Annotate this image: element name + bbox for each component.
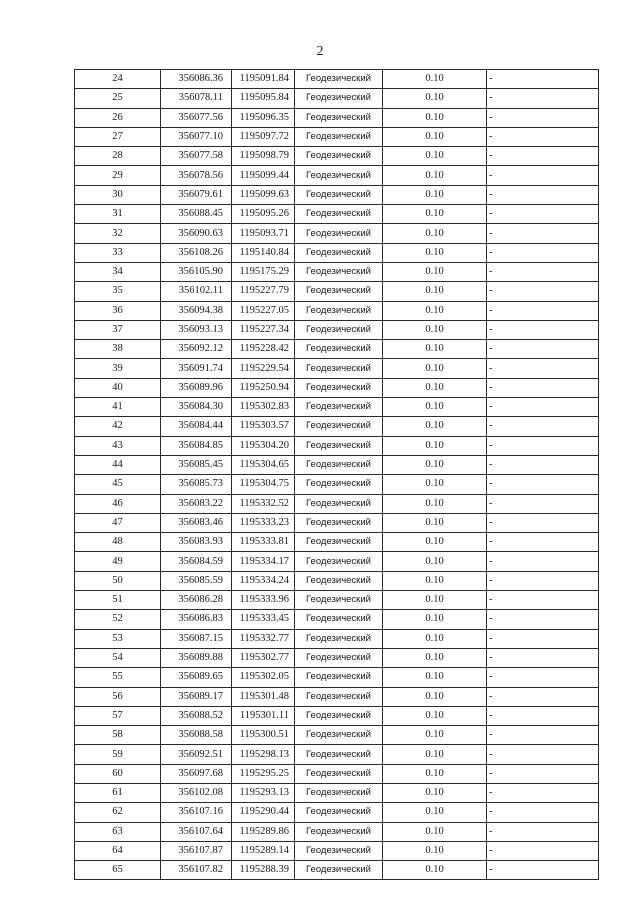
coordinate-x-cell: 356102.08 [161,783,232,802]
coordinate-y-cell: 1195290.44 [232,803,295,822]
table-row [75,147,599,166]
coordinate-y-cell: 1195333.96 [232,591,295,610]
method-cell: Геодезический [295,243,383,262]
coordinate-x-cell: 356083.22 [161,494,232,513]
point-description-cell: - [487,378,599,397]
point-description-cell: - [487,243,599,262]
method-cell: Геодезический [295,552,383,571]
method-cell: Геодезический [295,687,383,706]
accuracy-cell: 0.10 [383,455,487,474]
coordinate-y-cell: 1195098.79 [232,147,295,166]
point-description-cell: - [487,668,599,687]
method-cell: Геодезический [295,340,383,359]
coordinate-x-cell: 356089.88 [161,648,232,667]
coordinate-y-cell: 1195095.84 [232,89,295,108]
point-description-cell: - [487,398,599,417]
method-cell: Геодезический [295,398,383,417]
accuracy-cell: 0.10 [383,861,487,880]
table-row [75,552,599,571]
table-row [75,841,599,860]
point-description-cell: - [487,706,599,725]
method-cell: Геодезический [295,494,383,513]
point-description-cell: - [487,861,599,880]
coordinate-y-cell: 1195333.81 [232,533,295,552]
coordinate-x-cell: 356097.68 [161,764,232,783]
coordinate-y-cell: 1195288.39 [232,861,295,880]
point-description-cell: - [487,841,599,860]
method-cell: Геодезический [295,764,383,783]
point-description-cell: - [487,417,599,436]
table-row [75,378,599,397]
coordinates-table [74,69,599,880]
coordinate-x-cell: 356077.10 [161,127,232,146]
table-row [75,648,599,667]
point-number-cell: 50 [75,571,161,590]
point-number-cell: 27 [75,127,161,146]
method-cell: Геодезический [295,436,383,455]
coordinate-y-cell: 1195298.13 [232,745,295,764]
table-row [75,513,599,532]
point-description-cell: - [487,745,599,764]
point-description-cell: - [487,185,599,204]
point-description-cell: - [487,301,599,320]
table-row [75,340,599,359]
coordinate-y-cell: 1195304.65 [232,455,295,474]
method-cell: Геодезический [295,803,383,822]
point-number-cell: 34 [75,262,161,281]
coordinate-y-cell: 1195097.72 [232,127,295,146]
method-cell: Геодезический [295,185,383,204]
accuracy-cell: 0.10 [383,764,487,783]
accuracy-cell: 0.10 [383,533,487,552]
coordinate-y-cell: 1195332.52 [232,494,295,513]
point-number-cell: 33 [75,243,161,262]
method-cell: Геодезический [295,262,383,281]
point-description-cell: - [487,282,599,301]
method-cell: Геодезический [295,475,383,494]
point-number-cell: 48 [75,533,161,552]
table-row [75,591,599,610]
table-row [75,359,599,378]
coordinate-x-cell: 356077.56 [161,108,232,127]
point-description-cell: - [487,629,599,648]
method-cell: Геодезический [295,166,383,185]
coordinate-y-cell: 1195140.84 [232,243,295,262]
point-description-cell: - [487,455,599,474]
point-number-cell: 52 [75,610,161,629]
point-number-cell: 30 [75,185,161,204]
point-number-cell: 43 [75,436,161,455]
coordinate-x-cell: 356083.46 [161,513,232,532]
method-cell: Геодезический [295,359,383,378]
coordinate-x-cell: 356084.59 [161,552,232,571]
point-number-cell: 57 [75,706,161,725]
coordinate-x-cell: 356107.16 [161,803,232,822]
coordinate-y-cell: 1195293.13 [232,783,295,802]
point-description-cell: - [487,552,599,571]
method-cell: Геодезический [295,861,383,880]
coordinate-x-cell: 356088.52 [161,706,232,725]
page-number: 2 [316,44,324,59]
coordinate-y-cell: 1195302.83 [232,398,295,417]
method-cell: Геодезический [295,591,383,610]
point-number-cell: 65 [75,861,161,880]
table-row [75,475,599,494]
accuracy-cell: 0.10 [383,571,487,590]
point-number-cell: 24 [75,70,161,89]
method-cell: Геодезический [295,706,383,725]
point-number-cell: 39 [75,359,161,378]
accuracy-cell: 0.10 [383,166,487,185]
table-row [75,668,599,687]
table-row [75,764,599,783]
accuracy-cell: 0.10 [383,629,487,648]
accuracy-cell: 0.10 [383,185,487,204]
accuracy-cell: 0.10 [383,552,487,571]
coordinate-x-cell: 356089.17 [161,687,232,706]
method-cell: Геодезический [295,224,383,243]
accuracy-cell: 0.10 [383,706,487,725]
point-number-cell: 26 [75,108,161,127]
coordinate-y-cell: 1195333.45 [232,610,295,629]
coordinate-x-cell: 356083.93 [161,533,232,552]
point-description-cell: - [487,205,599,224]
accuracy-cell: 0.10 [383,147,487,166]
point-description-cell: - [487,147,599,166]
method-cell: Геодезический [295,822,383,841]
method-cell: Геодезический [295,610,383,629]
table-row [75,320,599,339]
coordinate-x-cell: 356090.63 [161,224,232,243]
table-row [75,436,599,455]
point-number-cell: 62 [75,803,161,822]
table-row [75,70,599,89]
method-cell: Геодезический [295,378,383,397]
coordinate-x-cell: 356093.13 [161,320,232,339]
accuracy-cell: 0.10 [383,841,487,860]
table-row [75,494,599,513]
method-cell: Геодезический [295,70,383,89]
coordinate-y-cell: 1195227.79 [232,282,295,301]
table-row [75,610,599,629]
method-cell: Геодезический [295,745,383,764]
accuracy-cell: 0.10 [383,687,487,706]
coordinate-x-cell: 356088.58 [161,726,232,745]
accuracy-cell: 0.10 [383,494,487,513]
coordinate-x-cell: 356084.30 [161,398,232,417]
coordinate-x-cell: 356087.15 [161,629,232,648]
table-row [75,224,599,243]
method-cell: Геодезический [295,301,383,320]
point-description-cell: - [487,359,599,378]
accuracy-cell: 0.10 [383,436,487,455]
point-number-cell: 56 [75,687,161,706]
method-cell: Геодезический [295,455,383,474]
accuracy-cell: 0.10 [383,610,487,629]
point-description-cell: - [487,591,599,610]
table-row [75,455,599,474]
table-row [75,629,599,648]
point-number-cell: 54 [75,648,161,667]
coordinate-x-cell: 356107.82 [161,861,232,880]
table-row [75,533,599,552]
accuracy-cell: 0.10 [383,745,487,764]
coordinate-y-cell: 1195091.84 [232,70,295,89]
method-cell: Геодезический [295,108,383,127]
point-number-cell: 59 [75,745,161,764]
coordinate-y-cell: 1195227.05 [232,301,295,320]
accuracy-cell: 0.10 [383,648,487,667]
table-row [75,127,599,146]
table-row [75,417,599,436]
coordinate-y-cell: 1195302.77 [232,648,295,667]
point-number-cell: 44 [75,455,161,474]
coordinate-y-cell: 1195095.26 [232,205,295,224]
accuracy-cell: 0.10 [383,108,487,127]
point-number-cell: 60 [75,764,161,783]
method-cell: Геодезический [295,127,383,146]
point-description-cell: - [487,783,599,802]
point-number-cell: 53 [75,629,161,648]
point-number-cell: 28 [75,147,161,166]
point-description-cell: - [487,803,599,822]
point-description-cell: - [487,687,599,706]
table-row [75,185,599,204]
coordinate-x-cell: 356084.44 [161,417,232,436]
method-cell: Геодезический [295,726,383,745]
coordinate-y-cell: 1195300.51 [232,726,295,745]
table-row [75,687,599,706]
point-description-cell: - [487,726,599,745]
coordinate-x-cell: 356079.61 [161,185,232,204]
coordinate-y-cell: 1195175.29 [232,262,295,281]
point-number-cell: 55 [75,668,161,687]
method-cell: Геодезический [295,648,383,667]
coordinate-y-cell: 1195250.94 [232,378,295,397]
table-row [75,398,599,417]
coordinate-y-cell: 1195289.14 [232,841,295,860]
coordinate-y-cell: 1195304.75 [232,475,295,494]
coordinate-y-cell: 1195228.42 [232,340,295,359]
point-number-cell: 35 [75,282,161,301]
coordinate-x-cell: 356089.96 [161,378,232,397]
point-number-cell: 45 [75,475,161,494]
table-row [75,803,599,822]
point-number-cell: 51 [75,591,161,610]
accuracy-cell: 0.10 [383,340,487,359]
table-row [75,205,599,224]
point-number-cell: 64 [75,841,161,860]
coordinate-y-cell: 1195334.17 [232,552,295,571]
accuracy-cell: 0.10 [383,822,487,841]
method-cell: Геодезический [295,417,383,436]
method-cell: Геодезический [295,89,383,108]
table-row [75,108,599,127]
coordinate-y-cell: 1195334.24 [232,571,295,590]
point-number-cell: 36 [75,301,161,320]
coordinate-y-cell: 1195099.63 [232,185,295,204]
accuracy-cell: 0.10 [383,591,487,610]
accuracy-cell: 0.10 [383,70,487,89]
point-description-cell: - [487,610,599,629]
point-description-cell: - [487,224,599,243]
table-row [75,726,599,745]
coordinate-y-cell: 1195303.57 [232,417,295,436]
table-row [75,861,599,880]
accuracy-cell: 0.10 [383,398,487,417]
coordinate-y-cell: 1195289.86 [232,822,295,841]
accuracy-cell: 0.10 [383,301,487,320]
coordinate-x-cell: 356108.26 [161,243,232,262]
method-cell: Геодезический [295,841,383,860]
table-row [75,571,599,590]
table-row [75,822,599,841]
method-cell: Геодезический [295,147,383,166]
accuracy-cell: 0.10 [383,803,487,822]
coordinate-y-cell: 1195301.11 [232,706,295,725]
accuracy-cell: 0.10 [383,475,487,494]
point-number-cell: 29 [75,166,161,185]
point-description-cell: - [487,533,599,552]
coordinate-x-cell: 356086.28 [161,591,232,610]
accuracy-cell: 0.10 [383,282,487,301]
point-description-cell: - [487,571,599,590]
coordinate-y-cell: 1195227.34 [232,320,295,339]
point-description-cell: - [487,822,599,841]
coordinate-y-cell: 1195229.54 [232,359,295,378]
method-cell: Геодезический [295,320,383,339]
method-cell: Геодезический [295,629,383,648]
point-number-cell: 37 [75,320,161,339]
point-number-cell: 32 [75,224,161,243]
method-cell: Геодезический [295,513,383,532]
table-row [75,282,599,301]
point-number-cell: 46 [75,494,161,513]
coordinate-x-cell: 356092.51 [161,745,232,764]
point-description-cell: - [487,764,599,783]
coordinate-x-cell: 356094.38 [161,301,232,320]
accuracy-cell: 0.10 [383,205,487,224]
table-row [75,243,599,262]
point-description-cell: - [487,648,599,667]
point-number-cell: 31 [75,205,161,224]
point-description-cell: - [487,262,599,281]
point-description-cell: - [487,513,599,532]
coordinate-x-cell: 356086.36 [161,70,232,89]
point-number-cell: 63 [75,822,161,841]
coordinate-x-cell: 356102.11 [161,282,232,301]
point-description-cell: - [487,494,599,513]
point-description-cell: - [487,108,599,127]
coordinate-x-cell: 356085.59 [161,571,232,590]
coordinate-x-cell: 356107.87 [161,841,232,860]
point-description-cell: - [487,70,599,89]
table-row [75,706,599,725]
point-description-cell: - [487,127,599,146]
coordinate-x-cell: 356078.56 [161,166,232,185]
accuracy-cell: 0.10 [383,726,487,745]
table-row [75,783,599,802]
coordinate-x-cell: 356085.73 [161,475,232,494]
point-number-cell: 58 [75,726,161,745]
point-number-cell: 40 [75,378,161,397]
method-cell: Геодезический [295,571,383,590]
accuracy-cell: 0.10 [383,224,487,243]
method-cell: Геодезический [295,783,383,802]
coordinate-x-cell: 356105.90 [161,262,232,281]
coordinate-y-cell: 1195302.05 [232,668,295,687]
accuracy-cell: 0.10 [383,668,487,687]
coordinates-table-body [75,70,599,880]
point-description-cell: - [487,436,599,455]
coordinate-y-cell: 1195295.25 [232,764,295,783]
coordinate-y-cell: 1195099.44 [232,166,295,185]
coordinate-x-cell: 356085.45 [161,455,232,474]
point-description-cell: - [487,166,599,185]
coordinate-y-cell: 1195332.77 [232,629,295,648]
coordinate-y-cell: 1195301.48 [232,687,295,706]
accuracy-cell: 0.10 [383,417,487,436]
coordinate-x-cell: 356078.11 [161,89,232,108]
coordinate-x-cell: 356089.65 [161,668,232,687]
accuracy-cell: 0.10 [383,262,487,281]
accuracy-cell: 0.10 [383,513,487,532]
point-number-cell: 49 [75,552,161,571]
accuracy-cell: 0.10 [383,378,487,397]
point-description-cell: - [487,320,599,339]
accuracy-cell: 0.10 [383,783,487,802]
coordinate-y-cell: 1195333.23 [232,513,295,532]
point-number-cell: 47 [75,513,161,532]
coordinate-y-cell: 1195304.20 [232,436,295,455]
coordinate-x-cell: 356107.64 [161,822,232,841]
coordinate-x-cell: 356091.74 [161,359,232,378]
point-description-cell: - [487,475,599,494]
table-row [75,745,599,764]
coordinate-x-cell: 356088.45 [161,205,232,224]
coordinate-x-cell: 356084.85 [161,436,232,455]
accuracy-cell: 0.10 [383,359,487,378]
coordinate-x-cell: 356077.58 [161,147,232,166]
point-number-cell: 38 [75,340,161,359]
point-description-cell: - [487,340,599,359]
accuracy-cell: 0.10 [383,127,487,146]
accuracy-cell: 0.10 [383,89,487,108]
table-row [75,166,599,185]
method-cell: Геодезический [295,205,383,224]
point-description-cell: - [487,89,599,108]
coordinate-x-cell: 356086.83 [161,610,232,629]
point-number-cell: 41 [75,398,161,417]
point-number-cell: 25 [75,89,161,108]
method-cell: Геодезический [295,533,383,552]
coordinate-y-cell: 1195096.35 [232,108,295,127]
coordinate-x-cell: 356092.12 [161,340,232,359]
coordinate-y-cell: 1195093.71 [232,224,295,243]
table-row [75,262,599,281]
table-row [75,301,599,320]
method-cell: Геодезический [295,282,383,301]
table-row [75,89,599,108]
accuracy-cell: 0.10 [383,243,487,262]
method-cell: Геодезический [295,668,383,687]
accuracy-cell: 0.10 [383,320,487,339]
point-number-cell: 61 [75,783,161,802]
point-number-cell: 42 [75,417,161,436]
